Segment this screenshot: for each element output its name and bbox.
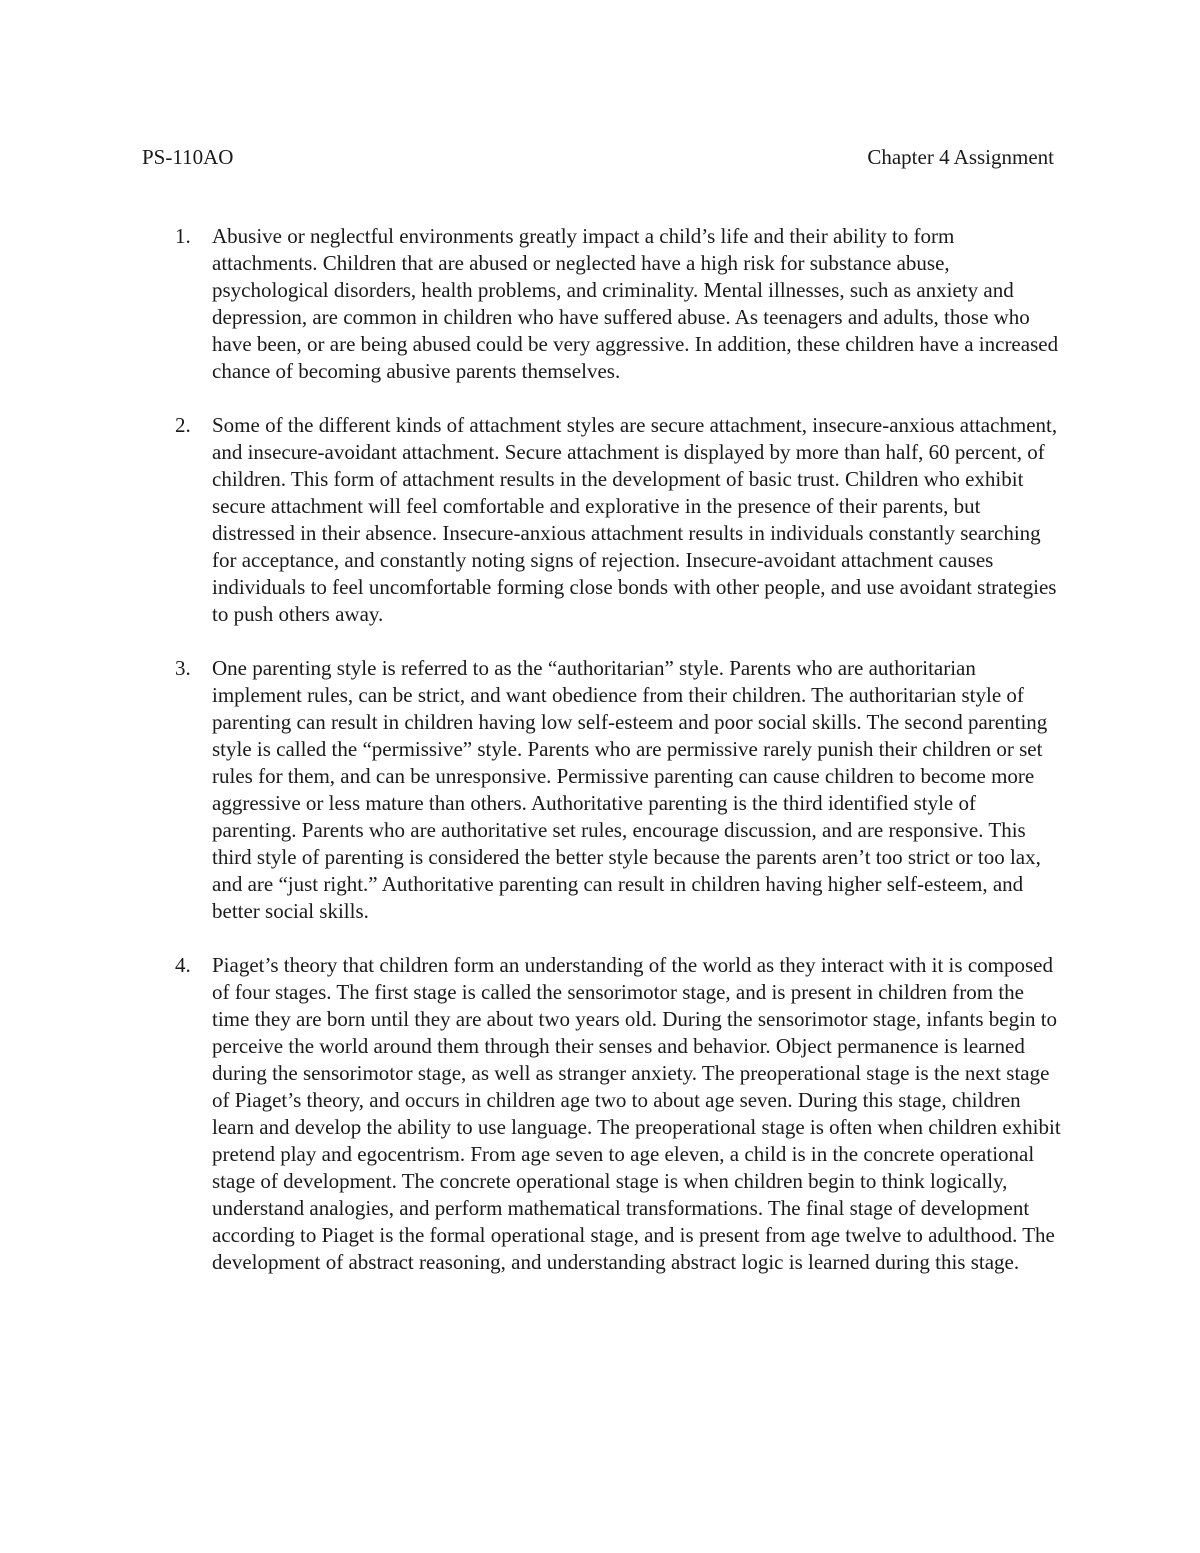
answer-number: 2.: [175, 413, 191, 437]
answer-item-4: [142, 952, 1062, 1276]
answer-item-2: [142, 412, 1062, 628]
answer-text: Some of the different kinds of attachment styles are secure attachment, insecure-anxious attachment, and insecure-avoidant attachment. Secure attachment is displayed by more than half, 60 percent, of children. This form of attachment results in the development of basic trust. Children who exhibit secure attachment will feel comfortable and explorative in the presence of their parents, but distressed in their absence. Insecure-anxious attachment results in individuals constantly searching for acceptance, and constantly noting signs of rejection. Insecure-avoidant attachment causes individuals to feel uncomfortable forming close bonds with other people, and use avoidant strategies to push others away.: [212, 413, 1058, 626]
answer-item-1: [142, 223, 1062, 385]
assignment-title: Chapter 4 Assignment: [867, 145, 1054, 169]
answer-text: Abusive or neglectful environments greatly impact a child’s life and their ability to form attachments. Children that are abused or neglected have a high risk for substance abuse, psychological disorders, health problems, and criminality. Mental illnesses, such as anxiety and depression, are common in children who have suffered abuse. As teenagers and adults, those who have been, or are being abused could be very aggressive. In addition, these children have a increased chance of becoming abusive parents themselves.: [212, 224, 1059, 383]
answer-text: Piaget’s theory that children form an understanding of the world as they interact with it is composed of four stages. The first stage is called the sensorimotor stage, and is present in children from the time they are born until they are about two years old. During the sensorimotor stage, infants begin to perceive the world around them through their senses and behavior. Object permanence is learned during the sensorimotor stage, as well as stranger anxiety. The preoperational stage is the next stage of Piaget’s theory, and occurs in children age two to about age seven. During this stage, children learn and develop the ability to use language. The preoperational stage is often when children exhibit pretend play and egocentrism. From age seven to age eleven, a child is in the concrete operational stage of development. The concrete operational stage is when children begin to think logically, understand analogies, and perform mathematical transformations. The final stage of development according to Piaget is the formal operational stage, and is present from age twelve to adulthood. The development of abstract reasoning, and understanding abstract logic is learned during this stage.: [212, 953, 1061, 1274]
course-code: PS-110AO: [142, 145, 234, 169]
answer-text: One parenting style is referred to as the “authoritarian” style. Parents who are authoritarian implement rules, can be strict, and want obedience from their children. The authoritarian style of parenting can result in children having low self-esteem and poor social skills. The second parenting style is called the “permissive” style. Parents who are permissive rarely punish their children or set rules for them, and can be unresponsive. Permissive parenting can cause children to become more aggressive or less mature than others. Authoritative parenting is the third identified style of parenting. Parents who are authoritative set rules, encourage discussion, and are responsive. This third style of parenting is considered the better style because the parents aren’t too strict or too lax, and are “just right.” Authoritative parenting can result in children having higher self-esteem, and better social skills.: [212, 656, 1048, 923]
page-header: [142, 142, 1054, 172]
answer-item-3: [142, 655, 1062, 925]
answer-list: [142, 223, 1062, 1303]
answer-number: 3.: [175, 656, 191, 680]
answer-number: 4.: [175, 953, 191, 977]
answer-number: 1.: [175, 224, 191, 248]
